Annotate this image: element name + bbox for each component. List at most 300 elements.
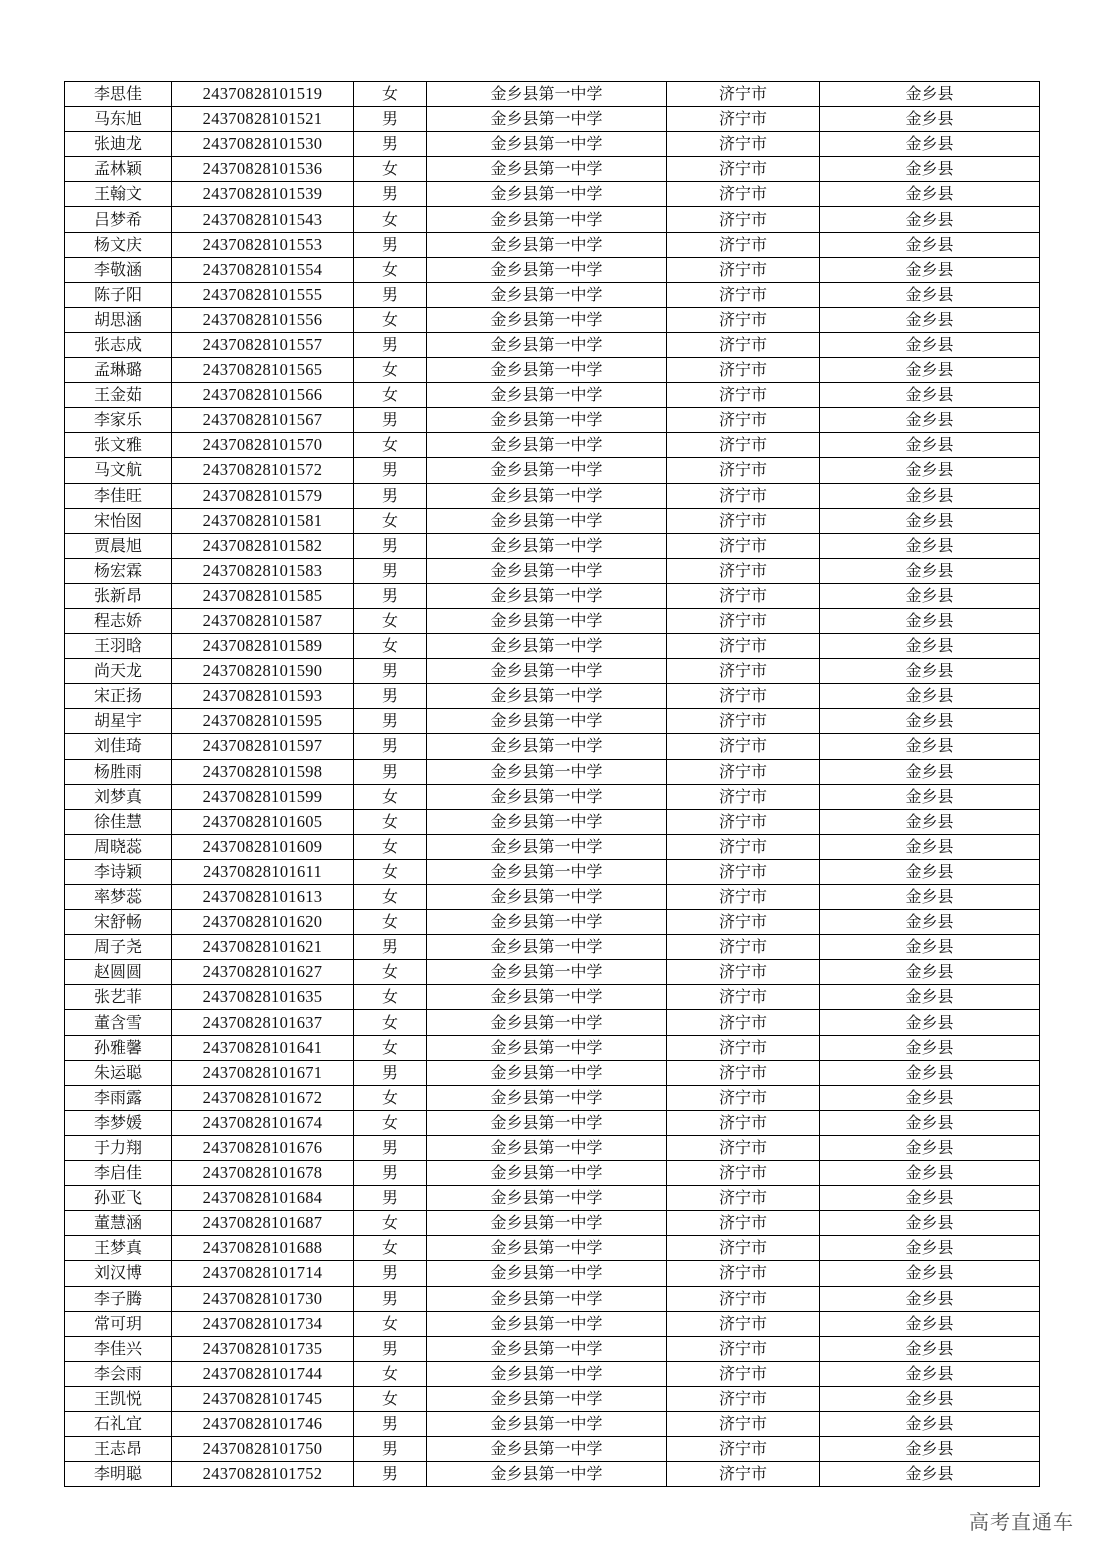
gender-cell: 女 <box>354 834 427 859</box>
table-row <box>65 1336 1040 1361</box>
school-cell: 金乡县第一中学 <box>427 1060 667 1085</box>
gender-cell: 女 <box>354 1236 427 1261</box>
school-cell: 金乡县第一中学 <box>427 1411 667 1436</box>
city-cell: 济宁市 <box>667 358 820 383</box>
county-cell: 金乡县 <box>820 157 1040 182</box>
gender-cell: 男 <box>354 684 427 709</box>
student-name-cell: 程志娇 <box>65 608 172 633</box>
school-cell: 金乡县第一中学 <box>427 1135 667 1160</box>
gender-cell: 男 <box>354 182 427 207</box>
student-name-cell: 张文雅 <box>65 433 172 458</box>
city-cell: 济宁市 <box>667 558 820 583</box>
student-name-cell: 杨文庆 <box>65 232 172 257</box>
school-cell: 金乡县第一中学 <box>427 709 667 734</box>
exam-number-cell: 24370828101676 <box>172 1135 354 1160</box>
city-cell: 济宁市 <box>667 82 820 107</box>
school-cell: 金乡县第一中学 <box>427 608 667 633</box>
student-name-cell: 王翰文 <box>65 182 172 207</box>
county-cell: 金乡县 <box>820 859 1040 884</box>
exam-number-cell: 24370828101566 <box>172 383 354 408</box>
school-cell: 金乡县第一中学 <box>427 107 667 132</box>
gender-cell: 男 <box>354 483 427 508</box>
student-name-cell: 孙亚飞 <box>65 1186 172 1211</box>
student-name-cell: 常可玥 <box>65 1311 172 1336</box>
city-cell: 济宁市 <box>667 533 820 558</box>
table-row <box>65 82 1040 107</box>
gender-cell: 男 <box>354 759 427 784</box>
gender-cell: 男 <box>354 107 427 132</box>
student-name-cell: 张志成 <box>65 332 172 357</box>
school-cell: 金乡县第一中学 <box>427 1361 667 1386</box>
table-row <box>65 1311 1040 1336</box>
student-name-cell: 李明聪 <box>65 1462 172 1487</box>
school-cell: 金乡县第一中学 <box>427 307 667 332</box>
table-row <box>65 608 1040 633</box>
county-cell: 金乡县 <box>820 383 1040 408</box>
county-cell: 金乡县 <box>820 1135 1040 1160</box>
city-cell: 济宁市 <box>667 1386 820 1411</box>
student-name-cell: 张艺菲 <box>65 985 172 1010</box>
county-cell: 金乡县 <box>820 1110 1040 1135</box>
school-cell: 金乡县第一中学 <box>427 408 667 433</box>
school-cell: 金乡县第一中学 <box>427 533 667 558</box>
student-name-cell: 张迪龙 <box>65 132 172 157</box>
school-cell: 金乡县第一中学 <box>427 759 667 784</box>
county-cell: 金乡县 <box>820 885 1040 910</box>
city-cell: 济宁市 <box>667 1010 820 1035</box>
school-cell: 金乡县第一中学 <box>427 834 667 859</box>
county-cell: 金乡县 <box>820 533 1040 558</box>
city-cell: 济宁市 <box>667 1085 820 1110</box>
city-cell: 济宁市 <box>667 307 820 332</box>
student-name-cell: 李佳兴 <box>65 1336 172 1361</box>
school-cell: 金乡县第一中学 <box>427 1161 667 1186</box>
table-row <box>65 558 1040 583</box>
county-cell: 金乡县 <box>820 82 1040 107</box>
county-cell: 金乡县 <box>820 1236 1040 1261</box>
exam-number-cell: 24370828101521 <box>172 107 354 132</box>
exam-number-cell: 24370828101672 <box>172 1085 354 1110</box>
student-name-cell: 董含雪 <box>65 1010 172 1035</box>
table-row <box>65 659 1040 684</box>
county-cell: 金乡县 <box>820 1060 1040 1085</box>
gender-cell: 男 <box>354 1462 427 1487</box>
city-cell: 济宁市 <box>667 1211 820 1236</box>
exam-number-cell: 24370828101605 <box>172 809 354 834</box>
school-cell: 金乡县第一中学 <box>427 132 667 157</box>
city-cell: 济宁市 <box>667 885 820 910</box>
exam-number-cell: 24370828101684 <box>172 1186 354 1211</box>
school-cell: 金乡县第一中学 <box>427 332 667 357</box>
table-row <box>65 734 1040 759</box>
exam-number-cell: 24370828101620 <box>172 910 354 935</box>
student-name-cell: 宋舒畅 <box>65 910 172 935</box>
table-row <box>65 1261 1040 1286</box>
county-cell: 金乡县 <box>820 1462 1040 1487</box>
exam-number-cell: 24370828101587 <box>172 608 354 633</box>
county-cell: 金乡县 <box>820 1211 1040 1236</box>
county-cell: 金乡县 <box>820 684 1040 709</box>
table-row <box>65 1236 1040 1261</box>
city-cell: 济宁市 <box>667 1186 820 1211</box>
city-cell: 济宁市 <box>667 1311 820 1336</box>
county-cell: 金乡县 <box>820 483 1040 508</box>
gender-cell: 男 <box>354 1060 427 1085</box>
exam-number-cell: 24370828101714 <box>172 1261 354 1286</box>
gender-cell: 女 <box>354 859 427 884</box>
table-row <box>65 132 1040 157</box>
county-cell: 金乡县 <box>820 1261 1040 1286</box>
watermark-text: 高考直通车 <box>969 1510 1074 1534</box>
exam-number-cell: 24370828101735 <box>172 1336 354 1361</box>
gender-cell: 女 <box>354 1311 427 1336</box>
city-cell: 济宁市 <box>667 935 820 960</box>
student-name-cell: 李雨露 <box>65 1085 172 1110</box>
gender-cell: 女 <box>354 634 427 659</box>
student-name-cell: 董慧涵 <box>65 1211 172 1236</box>
city-cell: 济宁市 <box>667 784 820 809</box>
city-cell: 济宁市 <box>667 132 820 157</box>
school-cell: 金乡县第一中学 <box>427 182 667 207</box>
school-cell: 金乡县第一中学 <box>427 1261 667 1286</box>
student-name-cell: 宋正扬 <box>65 684 172 709</box>
student-name-cell: 于力翔 <box>65 1135 172 1160</box>
exam-number-cell: 24370828101556 <box>172 307 354 332</box>
exam-number-cell: 24370828101750 <box>172 1437 354 1462</box>
county-cell: 金乡县 <box>820 784 1040 809</box>
exam-number-cell: 24370828101557 <box>172 332 354 357</box>
table-row <box>65 834 1040 859</box>
table-row <box>65 809 1040 834</box>
exam-number-cell: 24370828101572 <box>172 458 354 483</box>
county-cell: 金乡县 <box>820 634 1040 659</box>
student-name-cell: 孙雅馨 <box>65 1035 172 1060</box>
school-cell: 金乡县第一中学 <box>427 1085 667 1110</box>
table-row <box>65 910 1040 935</box>
school-cell: 金乡县第一中学 <box>427 232 667 257</box>
gender-cell: 男 <box>354 1261 427 1286</box>
student-name-cell: 孟林颖 <box>65 157 172 182</box>
exam-number-cell: 24370828101595 <box>172 709 354 734</box>
gender-cell: 男 <box>354 1286 427 1311</box>
table-row <box>65 358 1040 383</box>
exam-number-cell: 24370828101597 <box>172 734 354 759</box>
school-cell: 金乡县第一中学 <box>427 433 667 458</box>
table-row <box>65 458 1040 483</box>
county-cell: 金乡县 <box>820 935 1040 960</box>
county-cell: 金乡县 <box>820 1361 1040 1386</box>
exam-number-cell: 24370828101621 <box>172 935 354 960</box>
table-row <box>65 709 1040 734</box>
city-cell: 济宁市 <box>667 684 820 709</box>
school-cell: 金乡县第一中学 <box>427 1462 667 1487</box>
gender-cell: 男 <box>354 1161 427 1186</box>
exam-number-cell: 24370828101730 <box>172 1286 354 1311</box>
school-cell: 金乡县第一中学 <box>427 935 667 960</box>
table-row <box>65 483 1040 508</box>
exam-number-cell: 24370828101593 <box>172 684 354 709</box>
student-name-cell: 王凯悦 <box>65 1386 172 1411</box>
gender-cell: 女 <box>354 1085 427 1110</box>
student-name-cell: 胡星宇 <box>65 709 172 734</box>
exam-number-cell: 24370828101582 <box>172 533 354 558</box>
student-name-cell: 李启佳 <box>65 1161 172 1186</box>
city-cell: 济宁市 <box>667 1236 820 1261</box>
city-cell: 济宁市 <box>667 960 820 985</box>
county-cell: 金乡县 <box>820 1437 1040 1462</box>
gender-cell: 女 <box>354 960 427 985</box>
student-name-cell: 王羽晗 <box>65 634 172 659</box>
exam-number-cell: 24370828101635 <box>172 985 354 1010</box>
gender-cell: 女 <box>354 985 427 1010</box>
city-cell: 济宁市 <box>667 282 820 307</box>
exam-number-cell: 24370828101589 <box>172 634 354 659</box>
city-cell: 济宁市 <box>667 809 820 834</box>
city-cell: 济宁市 <box>667 1361 820 1386</box>
gender-cell: 男 <box>354 1135 427 1160</box>
city-cell: 济宁市 <box>667 433 820 458</box>
student-name-cell: 马文航 <box>65 458 172 483</box>
city-cell: 济宁市 <box>667 182 820 207</box>
exam-number-cell: 24370828101553 <box>172 232 354 257</box>
city-cell: 济宁市 <box>667 1437 820 1462</box>
county-cell: 金乡县 <box>820 508 1040 533</box>
student-name-cell: 胡思涵 <box>65 307 172 332</box>
school-cell: 金乡县第一中学 <box>427 809 667 834</box>
table-row <box>65 1361 1040 1386</box>
table-row <box>65 1462 1040 1487</box>
student-name-cell: 李佳旺 <box>65 483 172 508</box>
school-cell: 金乡县第一中学 <box>427 659 667 684</box>
exam-number-cell: 24370828101674 <box>172 1110 354 1135</box>
school-cell: 金乡县第一中学 <box>427 885 667 910</box>
county-cell: 金乡县 <box>820 834 1040 859</box>
school-cell: 金乡县第一中学 <box>427 1386 667 1411</box>
table-row <box>65 1437 1040 1462</box>
exam-number-cell: 24370828101585 <box>172 583 354 608</box>
school-cell: 金乡县第一中学 <box>427 82 667 107</box>
student-name-cell: 杨宏霖 <box>65 558 172 583</box>
table-row <box>65 182 1040 207</box>
table-row <box>65 1186 1040 1211</box>
city-cell: 济宁市 <box>667 107 820 132</box>
student-name-cell: 陈子阳 <box>65 282 172 307</box>
table-row <box>65 1010 1040 1035</box>
gender-cell: 女 <box>354 383 427 408</box>
exam-number-cell: 24370828101752 <box>172 1462 354 1487</box>
county-cell: 金乡县 <box>820 458 1040 483</box>
school-cell: 金乡县第一中学 <box>427 960 667 985</box>
county-cell: 金乡县 <box>820 207 1040 232</box>
school-cell: 金乡县第一中学 <box>427 383 667 408</box>
student-name-cell: 孟琳璐 <box>65 358 172 383</box>
school-cell: 金乡县第一中学 <box>427 1186 667 1211</box>
gender-cell: 男 <box>354 935 427 960</box>
student-name-cell: 李敬涵 <box>65 257 172 282</box>
city-cell: 济宁市 <box>667 458 820 483</box>
student-name-cell: 吕梦希 <box>65 207 172 232</box>
gender-cell: 女 <box>354 809 427 834</box>
exam-number-cell: 24370828101590 <box>172 659 354 684</box>
roster-body <box>65 82 1040 1487</box>
student-name-cell: 王志昂 <box>65 1437 172 1462</box>
gender-cell: 男 <box>354 558 427 583</box>
city-cell: 济宁市 <box>667 257 820 282</box>
table-row <box>65 859 1040 884</box>
county-cell: 金乡县 <box>820 659 1040 684</box>
gender-cell: 女 <box>354 1035 427 1060</box>
city-cell: 济宁市 <box>667 1135 820 1160</box>
school-cell: 金乡县第一中学 <box>427 784 667 809</box>
gender-cell: 女 <box>354 1110 427 1135</box>
county-cell: 金乡县 <box>820 558 1040 583</box>
table-row <box>65 784 1040 809</box>
exam-number-cell: 24370828101579 <box>172 483 354 508</box>
table-row <box>65 433 1040 458</box>
city-cell: 济宁市 <box>667 1035 820 1060</box>
school-cell: 金乡县第一中学 <box>427 157 667 182</box>
county-cell: 金乡县 <box>820 358 1040 383</box>
school-cell: 金乡县第一中学 <box>427 558 667 583</box>
city-cell: 济宁市 <box>667 1462 820 1487</box>
city-cell: 济宁市 <box>667 157 820 182</box>
city-cell: 济宁市 <box>667 859 820 884</box>
gender-cell: 女 <box>354 1386 427 1411</box>
student-name-cell: 刘汉博 <box>65 1261 172 1286</box>
county-cell: 金乡县 <box>820 759 1040 784</box>
county-cell: 金乡县 <box>820 408 1040 433</box>
exam-number-cell: 24370828101567 <box>172 408 354 433</box>
county-cell: 金乡县 <box>820 282 1040 307</box>
city-cell: 济宁市 <box>667 634 820 659</box>
school-cell: 金乡县第一中学 <box>427 684 667 709</box>
school-cell: 金乡县第一中学 <box>427 483 667 508</box>
city-cell: 济宁市 <box>667 408 820 433</box>
city-cell: 济宁市 <box>667 608 820 633</box>
exam-number-cell: 24370828101671 <box>172 1060 354 1085</box>
exam-number-cell: 24370828101598 <box>172 759 354 784</box>
student-name-cell: 杨胜雨 <box>65 759 172 784</box>
table-row <box>65 107 1040 132</box>
student-name-cell: 周晓蕊 <box>65 834 172 859</box>
table-row <box>65 533 1040 558</box>
gender-cell: 男 <box>354 709 427 734</box>
school-cell: 金乡县第一中学 <box>427 734 667 759</box>
table-row <box>65 885 1040 910</box>
county-cell: 金乡县 <box>820 307 1040 332</box>
county-cell: 金乡县 <box>820 132 1040 157</box>
table-row <box>65 1411 1040 1436</box>
county-cell: 金乡县 <box>820 332 1040 357</box>
student-name-cell: 李子腾 <box>65 1286 172 1311</box>
gender-cell: 男 <box>354 533 427 558</box>
table-row <box>65 157 1040 182</box>
table-row <box>65 960 1040 985</box>
table-row <box>65 759 1040 784</box>
city-cell: 济宁市 <box>667 483 820 508</box>
gender-cell: 女 <box>354 307 427 332</box>
city-cell: 济宁市 <box>667 1060 820 1085</box>
city-cell: 济宁市 <box>667 383 820 408</box>
table-row <box>65 583 1040 608</box>
city-cell: 济宁市 <box>667 583 820 608</box>
student-name-cell: 李诗颖 <box>65 859 172 884</box>
county-cell: 金乡县 <box>820 232 1040 257</box>
gender-cell: 男 <box>354 1437 427 1462</box>
school-cell: 金乡县第一中学 <box>427 1211 667 1236</box>
exam-number-cell: 24370828101609 <box>172 834 354 859</box>
exam-number-cell: 24370828101555 <box>172 282 354 307</box>
county-cell: 金乡县 <box>820 1161 1040 1186</box>
table-row <box>65 408 1040 433</box>
school-cell: 金乡县第一中学 <box>427 859 667 884</box>
county-cell: 金乡县 <box>820 257 1040 282</box>
table-row <box>65 508 1040 533</box>
gender-cell: 女 <box>354 358 427 383</box>
city-cell: 济宁市 <box>667 910 820 935</box>
table-row <box>65 1286 1040 1311</box>
table-row <box>65 257 1040 282</box>
county-cell: 金乡县 <box>820 809 1040 834</box>
table-row <box>65 1135 1040 1160</box>
gender-cell: 女 <box>354 608 427 633</box>
county-cell: 金乡县 <box>820 709 1040 734</box>
table-row <box>65 985 1040 1010</box>
exam-number-cell: 24370828101613 <box>172 885 354 910</box>
exam-number-cell: 24370828101744 <box>172 1361 354 1386</box>
county-cell: 金乡县 <box>820 1286 1040 1311</box>
gender-cell: 男 <box>354 408 427 433</box>
gender-cell: 女 <box>354 82 427 107</box>
exam-number-cell: 24370828101688 <box>172 1236 354 1261</box>
county-cell: 金乡县 <box>820 107 1040 132</box>
exam-number-cell: 24370828101554 <box>172 257 354 282</box>
gender-cell: 男 <box>354 332 427 357</box>
gender-cell: 女 <box>354 433 427 458</box>
county-cell: 金乡县 <box>820 1311 1040 1336</box>
county-cell: 金乡县 <box>820 1411 1040 1436</box>
exam-number-cell: 24370828101543 <box>172 207 354 232</box>
table-row <box>65 307 1040 332</box>
school-cell: 金乡县第一中学 <box>427 207 667 232</box>
school-cell: 金乡县第一中学 <box>427 1286 667 1311</box>
gender-cell: 女 <box>354 508 427 533</box>
table-row <box>65 282 1040 307</box>
gender-cell: 男 <box>354 232 427 257</box>
student-name-cell: 李家乐 <box>65 408 172 433</box>
county-cell: 金乡县 <box>820 1386 1040 1411</box>
county-cell: 金乡县 <box>820 1035 1040 1060</box>
county-cell: 金乡县 <box>820 1010 1040 1035</box>
table-row <box>65 207 1040 232</box>
student-name-cell: 尚天龙 <box>65 659 172 684</box>
table-row <box>65 332 1040 357</box>
gender-cell: 男 <box>354 1336 427 1361</box>
county-cell: 金乡县 <box>820 1186 1040 1211</box>
student-name-cell: 刘佳琦 <box>65 734 172 759</box>
exam-number-cell: 24370828101581 <box>172 508 354 533</box>
gender-cell: 女 <box>354 257 427 282</box>
gender-cell: 女 <box>354 1211 427 1236</box>
county-cell: 金乡县 <box>820 1085 1040 1110</box>
gender-cell: 男 <box>354 132 427 157</box>
gender-cell: 女 <box>354 207 427 232</box>
exam-number-cell: 24370828101678 <box>172 1161 354 1186</box>
exam-number-cell: 24370828101745 <box>172 1386 354 1411</box>
school-cell: 金乡县第一中学 <box>427 1336 667 1361</box>
student-name-cell: 周子尧 <box>65 935 172 960</box>
student-name-cell: 朱运聪 <box>65 1060 172 1085</box>
